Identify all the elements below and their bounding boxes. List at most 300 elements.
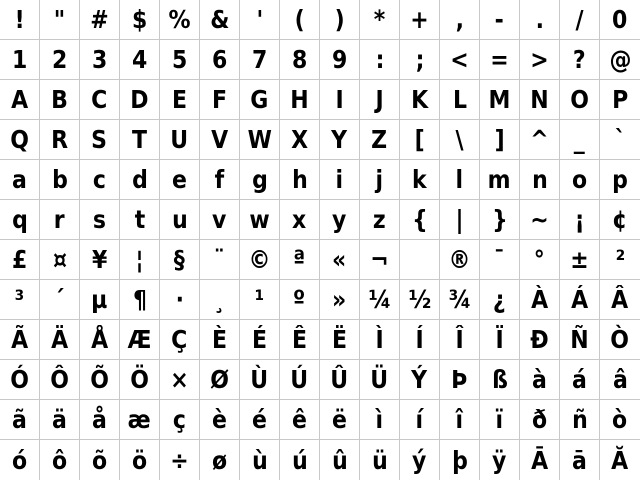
glyph-cell[interactable]: [0, 80, 40, 120]
glyph-cell[interactable]: [520, 400, 560, 440]
glyph-cell[interactable]: [120, 400, 160, 440]
glyph-cell[interactable]: [480, 360, 520, 400]
glyph-cell[interactable]: [320, 160, 360, 200]
glyph-cell[interactable]: [320, 440, 360, 480]
glyph-cell[interactable]: [400, 160, 440, 200]
glyph-cell[interactable]: [600, 240, 640, 280]
glyph-cell[interactable]: [400, 320, 440, 360]
glyph-cell[interactable]: [400, 80, 440, 120]
glyph-character: E: [171, 85, 188, 114]
glyph-cell[interactable]: [480, 280, 520, 320]
glyph-character: B: [51, 85, 68, 114]
glyph-character: a: [12, 165, 27, 194]
glyph-cell[interactable]: [280, 0, 320, 40]
glyph-character: Ú: [290, 365, 309, 394]
glyph-cell[interactable]: [240, 40, 280, 80]
glyph-cell[interactable]: [600, 200, 640, 240]
glyph-character: ©: [248, 245, 271, 274]
glyph-cell[interactable]: [200, 400, 240, 440]
glyph-cell[interactable]: [520, 160, 560, 200]
glyph-cell[interactable]: [600, 120, 640, 160]
glyph-cell[interactable]: [320, 120, 360, 160]
glyph-character: ;: [415, 45, 424, 74]
glyph-cell[interactable]: [0, 240, 40, 280]
glyph-cell[interactable]: [200, 40, 240, 80]
glyph-cell[interactable]: [240, 280, 280, 320]
glyph-character: ~: [530, 205, 549, 234]
glyph-cell[interactable]: [80, 200, 120, 240]
glyph-cell[interactable]: [360, 200, 400, 240]
glyph-cell[interactable]: [280, 320, 320, 360]
glyph-cell[interactable]: [0, 440, 40, 480]
glyph-character: 7: [251, 45, 268, 74]
glyph-character: ¶: [132, 285, 147, 314]
glyph-cell[interactable]: [560, 200, 600, 240]
glyph-cell[interactable]: [240, 80, 280, 120]
glyph-cell[interactable]: [600, 440, 640, 480]
glyph-cell[interactable]: [280, 40, 320, 80]
glyph-cell[interactable]: [40, 400, 80, 440]
glyph-cell[interactable]: [360, 360, 400, 400]
glyph-cell[interactable]: [480, 0, 520, 40]
glyph-cell[interactable]: [280, 280, 320, 320]
glyph-character: ä: [52, 405, 67, 434]
glyph-cell[interactable]: [240, 240, 280, 280]
glyph-character: Ă: [611, 445, 629, 475]
glyph-character: ã: [12, 405, 27, 434]
glyph-cell[interactable]: [160, 160, 200, 200]
glyph-cell[interactable]: [0, 360, 40, 400]
glyph-cell[interactable]: [40, 440, 80, 480]
glyph-character: Æ: [127, 325, 152, 354]
glyph-cell[interactable]: [440, 0, 480, 40]
glyph-character: l: [455, 165, 464, 194]
glyph-cell[interactable]: [520, 440, 560, 480]
glyph-cell[interactable]: [160, 400, 200, 440]
glyph-cell[interactable]: [240, 0, 280, 40]
glyph-character: ð: [531, 405, 548, 434]
glyph-cell[interactable]: [320, 40, 360, 80]
glyph-cell[interactable]: [560, 320, 600, 360]
glyph-cell[interactable]: [600, 80, 640, 120]
glyph-cell[interactable]: [80, 0, 120, 40]
glyph-cell[interactable]: [560, 440, 600, 480]
glyph-character: û: [331, 445, 348, 475]
glyph-character: º: [293, 285, 306, 314]
glyph-character: Í: [415, 325, 424, 354]
glyph-cell[interactable]: [280, 440, 320, 480]
glyph-cell[interactable]: [600, 360, 640, 400]
glyph-cell[interactable]: [600, 40, 640, 80]
glyph-cell[interactable]: [320, 280, 360, 320]
glyph-character: ,: [455, 5, 464, 34]
glyph-cell[interactable]: [520, 320, 560, 360]
glyph-cell[interactable]: [120, 0, 160, 40]
glyph-cell[interactable]: [320, 240, 360, 280]
glyph-character: U: [170, 125, 189, 154]
glyph-character: æ: [127, 405, 152, 434]
glyph-cell[interactable]: [120, 160, 160, 200]
glyph-cell[interactable]: [0, 200, 40, 240]
glyph-cell[interactable]: [120, 360, 160, 400]
glyph-character: =: [490, 45, 509, 74]
glyph-character: K: [410, 85, 429, 114]
glyph-cell[interactable]: [120, 240, 160, 280]
glyph-cell[interactable]: [320, 200, 360, 240]
glyph-cell[interactable]: [480, 120, 520, 160]
glyph-character: ï: [495, 405, 504, 434]
glyph-cell[interactable]: [120, 200, 160, 240]
glyph-cell[interactable]: [40, 280, 80, 320]
glyph-cell[interactable]: [40, 160, 80, 200]
glyph-character: D: [130, 85, 149, 114]
glyph-character: å: [92, 405, 107, 434]
glyph-cell[interactable]: [400, 400, 440, 440]
glyph-cell[interactable]: [120, 440, 160, 480]
glyph-character: Ä: [50, 325, 69, 354]
glyph-character: ¾: [448, 285, 471, 314]
glyph-cell[interactable]: [120, 120, 160, 160]
glyph-character: ô: [51, 445, 68, 475]
glyph-cell[interactable]: [0, 120, 40, 160]
glyph-character: s: [92, 205, 107, 234]
glyph-cell[interactable]: [440, 240, 480, 280]
glyph-cell[interactable]: [160, 320, 200, 360]
glyph-character: 3: [91, 45, 108, 74]
glyph-character: ö: [131, 445, 148, 475]
glyph-character: ß: [491, 365, 508, 394]
glyph-cell[interactable]: [400, 440, 440, 480]
glyph-cell[interactable]: [200, 360, 240, 400]
glyph-cell[interactable]: [440, 360, 480, 400]
glyph-character: }: [491, 205, 508, 234]
glyph-character: [: [414, 125, 425, 154]
glyph-character: &: [209, 5, 230, 34]
glyph-cell[interactable]: [40, 320, 80, 360]
glyph-character: A: [10, 85, 29, 114]
glyph-cell[interactable]: [80, 240, 120, 280]
glyph-cell[interactable]: [160, 200, 200, 240]
glyph-cell[interactable]: [480, 320, 520, 360]
glyph-cell[interactable]: [520, 40, 560, 80]
glyph-character: ò: [612, 405, 628, 434]
glyph-cell[interactable]: [440, 320, 480, 360]
glyph-cell[interactable]: [480, 400, 520, 440]
glyph-cell[interactable]: [80, 320, 120, 360]
glyph-character: ¸: [214, 285, 225, 314]
glyph-character: á: [572, 365, 587, 394]
glyph-character: ù: [251, 445, 268, 475]
glyph-cell[interactable]: [440, 80, 480, 120]
glyph-character: ì: [375, 405, 384, 434]
glyph-cell[interactable]: [280, 360, 320, 400]
glyph-cell[interactable]: [240, 120, 280, 160]
glyph-cell[interactable]: [160, 280, 200, 320]
glyph-cell[interactable]: [0, 400, 40, 440]
glyph-cell[interactable]: [40, 200, 80, 240]
glyph-character: j: [375, 165, 384, 194]
glyph-character: L: [452, 85, 467, 114]
glyph-cell[interactable]: [0, 0, 40, 40]
glyph-cell[interactable]: [600, 0, 640, 40]
glyph-character: ": [53, 5, 66, 34]
glyph-character: ½: [408, 285, 431, 314]
glyph-cell[interactable]: [320, 400, 360, 440]
glyph-cell[interactable]: [80, 40, 120, 80]
glyph-cell[interactable]: [520, 240, 560, 280]
glyph-cell[interactable]: [160, 120, 200, 160]
glyph-cell[interactable]: [120, 80, 160, 120]
glyph-character: Z: [371, 125, 388, 154]
glyph-cell[interactable]: [520, 120, 560, 160]
glyph-cell[interactable]: [480, 200, 520, 240]
glyph-character: *: [373, 5, 386, 34]
glyph-cell[interactable]: [200, 120, 240, 160]
glyph-character: Ý: [411, 365, 428, 394]
glyph-cell[interactable]: [200, 0, 240, 40]
glyph-character: ¥: [91, 245, 108, 274]
glyph-cell[interactable]: [480, 240, 520, 280]
glyph-character: !: [14, 5, 25, 34]
glyph-cell[interactable]: [480, 40, 520, 80]
glyph-character: .: [535, 5, 544, 34]
glyph-character: ¬: [370, 245, 389, 274]
glyph-character: Â: [611, 285, 629, 314]
glyph-cell[interactable]: [240, 360, 280, 400]
glyph-cell[interactable]: [80, 440, 120, 480]
glyph-cell[interactable]: [80, 120, 120, 160]
glyph-character: 6: [211, 45, 228, 74]
glyph-cell[interactable]: [360, 440, 400, 480]
glyph-cell[interactable]: [560, 40, 600, 80]
glyph-cell[interactable]: [600, 320, 640, 360]
glyph-character: Ð: [530, 325, 549, 354]
glyph-character: 5: [171, 45, 188, 74]
glyph-character: 9: [331, 45, 348, 74]
glyph-character: o: [571, 165, 588, 194]
glyph-character: P: [611, 85, 629, 114]
glyph-cell[interactable]: [480, 80, 520, 120]
glyph-character: ñ: [571, 405, 588, 434]
glyph-cell[interactable]: [440, 280, 480, 320]
glyph-cell[interactable]: [520, 360, 560, 400]
glyph-cell[interactable]: [440, 40, 480, 80]
glyph-cell[interactable]: [400, 360, 440, 400]
glyph-character: ¨: [214, 245, 225, 274]
glyph-cell[interactable]: [400, 200, 440, 240]
glyph-character: b: [51, 165, 68, 194]
glyph-cell[interactable]: [520, 280, 560, 320]
glyph-cell[interactable]: [80, 360, 120, 400]
glyph-character: |: [455, 205, 464, 234]
glyph-cell[interactable]: [240, 320, 280, 360]
glyph-cell[interactable]: [200, 80, 240, 120]
glyph-cell[interactable]: [320, 0, 360, 40]
glyph-cell[interactable]: [400, 280, 440, 320]
glyph-cell[interactable]: [160, 240, 200, 280]
glyph-cell[interactable]: [560, 400, 600, 440]
glyph-character: é: [252, 405, 267, 434]
glyph-cell[interactable]: [280, 80, 320, 120]
glyph-character: ç: [172, 405, 187, 434]
glyph-character: S: [91, 125, 108, 154]
glyph-cell[interactable]: [200, 320, 240, 360]
glyph-cell[interactable]: [480, 440, 520, 480]
glyph-cell[interactable]: [240, 440, 280, 480]
glyph-cell[interactable]: [0, 160, 40, 200]
glyph-character: u: [171, 205, 188, 234]
glyph-character: Ç: [171, 325, 188, 354]
glyph-cell[interactable]: [360, 320, 400, 360]
glyph-character: q: [11, 205, 28, 234]
glyph-cell[interactable]: [200, 440, 240, 480]
glyph-character: +: [410, 5, 429, 34]
glyph-cell[interactable]: [560, 120, 600, 160]
glyph-cell[interactable]: [520, 80, 560, 120]
glyph-character: >: [530, 45, 549, 74]
glyph-character: G: [250, 85, 269, 114]
glyph-cell[interactable]: [240, 200, 280, 240]
glyph-character: Á: [570, 285, 589, 314]
glyph-cell[interactable]: [520, 0, 560, 40]
glyph-cell[interactable]: [360, 160, 400, 200]
glyph-cell[interactable]: [320, 320, 360, 360]
glyph-cell[interactable]: [560, 80, 600, 120]
glyph-character: 8: [291, 45, 308, 74]
glyph-character: Þ: [451, 365, 468, 394]
glyph-cell[interactable]: [200, 200, 240, 240]
glyph-character: Ø: [210, 365, 229, 394]
glyph-cell[interactable]: [280, 400, 320, 440]
glyph-character: ê: [292, 405, 307, 434]
glyph-character: Ã: [10, 325, 29, 354]
glyph-cell[interactable]: [360, 280, 400, 320]
glyph-character: N: [530, 85, 549, 114]
glyph-cell[interactable]: [280, 120, 320, 160]
glyph-character: ^: [530, 125, 549, 154]
glyph-cell[interactable]: [240, 160, 280, 200]
glyph-cell[interactable]: [600, 280, 640, 320]
glyph-character: 2: [51, 45, 68, 74]
glyph-cell[interactable]: [560, 160, 600, 200]
glyph-cell[interactable]: [200, 160, 240, 200]
glyph-character: ¼: [368, 285, 391, 314]
glyph-cell[interactable]: [80, 160, 120, 200]
glyph-character: x: [292, 205, 307, 234]
glyph-cell[interactable]: [80, 280, 120, 320]
glyph-character: k: [412, 165, 427, 194]
glyph-cell[interactable]: [560, 280, 600, 320]
glyph-cell[interactable]: [520, 200, 560, 240]
glyph-cell[interactable]: [200, 240, 240, 280]
glyph-cell[interactable]: [440, 120, 480, 160]
glyph-character: /: [575, 5, 584, 34]
glyph-cell[interactable]: [400, 120, 440, 160]
glyph-character: Ê: [291, 325, 308, 354]
glyph-character: Ó: [10, 365, 29, 394]
glyph-cell[interactable]: [80, 400, 120, 440]
glyph-cell[interactable]: [360, 40, 400, 80]
glyph-character: i: [335, 165, 344, 194]
glyph-character: -: [494, 5, 505, 34]
glyph-cell[interactable]: [40, 80, 80, 120]
glyph-character: w: [249, 205, 270, 234]
glyph-cell[interactable]: [120, 280, 160, 320]
glyph-cell[interactable]: [40, 0, 80, 40]
glyph-cell[interactable]: [0, 40, 40, 80]
glyph-cell[interactable]: [400, 240, 440, 280]
glyph-character: ¤: [52, 245, 67, 274]
glyph-character: ¦: [135, 245, 144, 274]
glyph-character: <: [450, 45, 469, 74]
glyph-cell[interactable]: [40, 360, 80, 400]
glyph-cell[interactable]: [440, 440, 480, 480]
glyph-cell[interactable]: [240, 400, 280, 440]
glyph-cell[interactable]: [560, 0, 600, 40]
glyph-character: $: [131, 5, 148, 34]
glyph-cell[interactable]: [560, 360, 600, 400]
glyph-cell[interactable]: [160, 440, 200, 480]
glyph-cell[interactable]: [400, 40, 440, 80]
glyph-character: Ò: [610, 325, 630, 354]
glyph-cell[interactable]: [600, 160, 640, 200]
glyph-cell[interactable]: [440, 400, 480, 440]
glyph-cell[interactable]: [320, 80, 360, 120]
glyph-cell[interactable]: [320, 360, 360, 400]
glyph-character: t: [134, 205, 145, 234]
glyph-cell[interactable]: [200, 280, 240, 320]
glyph-cell[interactable]: [40, 40, 80, 80]
glyph-cell[interactable]: [360, 0, 400, 40]
glyph-cell[interactable]: [40, 240, 80, 280]
glyph-cell[interactable]: [440, 160, 480, 200]
glyph-cell[interactable]: [160, 0, 200, 40]
glyph-character: e: [172, 165, 187, 194]
glyph-cell[interactable]: [160, 40, 200, 80]
glyph-cell[interactable]: [80, 80, 120, 120]
glyph-cell[interactable]: [120, 40, 160, 80]
glyph-character: ×: [170, 365, 189, 394]
glyph-cell[interactable]: [120, 320, 160, 360]
glyph-cell[interactable]: [600, 400, 640, 440]
glyph-character: â: [612, 365, 628, 394]
glyph-character: ¹: [254, 285, 265, 314]
glyph-cell[interactable]: [440, 200, 480, 240]
glyph-cell[interactable]: [0, 280, 40, 320]
glyph-character: ®: [448, 245, 471, 274]
glyph-character: µ: [91, 285, 108, 314]
glyph-cell[interactable]: [280, 200, 320, 240]
glyph-cell[interactable]: [360, 80, 400, 120]
glyph-cell[interactable]: [360, 400, 400, 440]
glyph-character: ú: [291, 445, 308, 475]
glyph-character: ā: [572, 445, 587, 475]
glyph-character: r: [54, 205, 65, 234]
glyph-cell[interactable]: [480, 160, 520, 200]
glyph-cell[interactable]: [0, 320, 40, 360]
glyph-cell[interactable]: [560, 240, 600, 280]
glyph-cell[interactable]: [360, 120, 400, 160]
glyph-cell[interactable]: [280, 160, 320, 200]
glyph-cell[interactable]: [40, 120, 80, 160]
glyph-cell[interactable]: [160, 360, 200, 400]
glyph-character: ÿ: [492, 445, 507, 475]
glyph-cell[interactable]: [160, 80, 200, 120]
glyph-cell[interactable]: [360, 240, 400, 280]
glyph-cell[interactable]: [280, 240, 320, 280]
glyph-cell[interactable]: [400, 0, 440, 40]
glyph-character: °: [534, 245, 545, 274]
